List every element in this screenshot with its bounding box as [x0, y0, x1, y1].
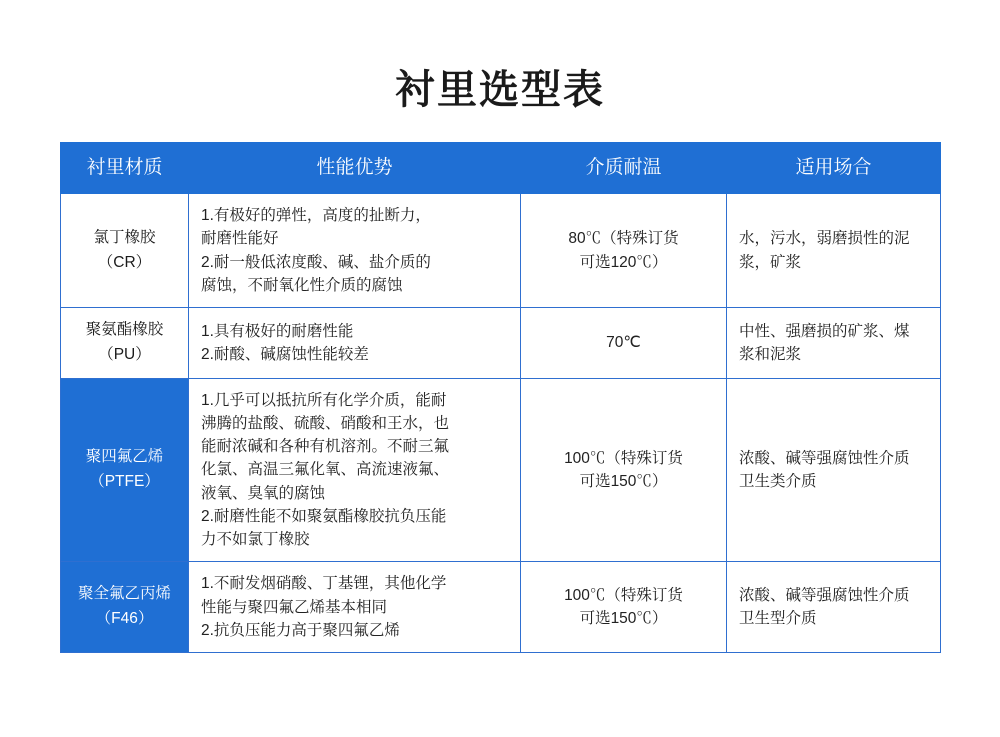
performance-line: 1.不耐发烟硝酸、丁基锂，其他化学 [201, 575, 447, 593]
cell-usage [727, 194, 941, 308]
usage-line: 水，污水，弱磨损性的泥 [739, 230, 910, 248]
usage-line: 浆，矿浆 [739, 253, 802, 271]
material-name: 聚四氟乙烯 [85, 448, 164, 466]
performance-line: 性能与聚四氟乙烯基本相同 [201, 598, 388, 616]
performance-line: 能耐浓碱和各种有机溶剂。不耐三氟 [201, 438, 450, 456]
table-body [61, 194, 941, 653]
material-name: 聚全氟乙丙烯 [77, 585, 171, 603]
performance-line: 沸腾的盐酸、硫酸、硝酸和王水，也 [201, 414, 450, 432]
cell-temperature [521, 562, 727, 653]
column-header-performance: 性能优势 [189, 143, 521, 194]
performance-line: 2.抗负压能力高于聚四氟乙烯 [201, 621, 400, 639]
usage-line: 中性、强磨损的矿浆、煤 [739, 322, 910, 340]
temperature-line: 100℃（特殊订货 [564, 586, 683, 604]
column-header-temperature: 介质耐温 [521, 143, 727, 194]
performance-line: 2.耐一般低浓度酸、碱、盐介质的 [201, 253, 431, 271]
performance-line: 化氯、高温三氟化氧、高流速液氟、 [201, 461, 450, 479]
cell-material [61, 308, 189, 379]
performance-line: 耐磨性能好 [201, 230, 279, 248]
material-code: （CR） [97, 253, 152, 271]
cell-temperature [521, 308, 727, 379]
cell-material [61, 194, 189, 308]
cell-usage [727, 562, 941, 653]
temperature-line: 70℃ [606, 334, 641, 352]
material-code: （PTFE） [89, 472, 160, 490]
performance-line: 2.耐酸、碱腐蚀性能较差 [201, 345, 369, 363]
cell-usage [727, 308, 941, 379]
page-title: 衬里选型表 [395, 68, 605, 112]
column-header-material: 衬里材质 [61, 143, 189, 194]
cell-performance [189, 562, 521, 653]
cell-performance [189, 194, 521, 308]
cell-performance [189, 308, 521, 379]
usage-line: 浆和泥浆 [739, 345, 802, 363]
temperature-line: 可选150℃） [579, 610, 668, 628]
cell-material [61, 378, 189, 562]
material-name: 氯丁橡胶 [93, 228, 156, 246]
usage-line: 卫生类介质 [739, 472, 817, 490]
temperature-line: 100℃（特殊订货 [564, 449, 683, 467]
usage-line: 卫生型介质 [739, 610, 817, 628]
temperature-line: 可选120℃） [579, 253, 668, 271]
material-name: 聚氨酯橡胶 [85, 321, 164, 338]
performance-line: 1.有极好的弹性，高度的扯断力， [201, 207, 431, 224]
lining-selection-table [60, 142, 941, 653]
cell-material [61, 562, 189, 653]
table-header [61, 143, 941, 194]
temperature-line: 80℃（特殊订货 [568, 230, 679, 248]
column-header-usage: 适用场合 [727, 143, 941, 194]
usage-line: 浓酸、碱等强腐蚀性介质 [739, 586, 910, 604]
performance-line: 1.具有极好的耐磨性能 [201, 322, 354, 340]
material-code: （F46） [95, 610, 154, 628]
table-row [61, 308, 941, 379]
performance-line: 2.耐磨性能不如聚氨酯橡胶抗负压能 [201, 507, 447, 525]
table-row [61, 194, 941, 308]
table-row [61, 378, 941, 562]
performance-line: 液氧、臭氧的腐蚀 [201, 484, 326, 502]
performance-line: 腐蚀，不耐氧化性介质的腐蚀 [201, 276, 403, 294]
performance-line: 1.几乎可以抵抗所有化学介质，能耐 [201, 391, 447, 409]
cell-performance [189, 378, 521, 562]
cell-temperature [521, 194, 727, 308]
table-header-row [61, 143, 941, 194]
table-row [61, 562, 941, 653]
material-code: （PU） [98, 345, 151, 363]
cell-temperature [521, 378, 727, 562]
temperature-line: 可选150℃） [579, 472, 668, 490]
lining-selection-table-wrapper [60, 142, 940, 653]
performance-line: 力不如氯丁橡胶 [201, 531, 310, 549]
cell-usage [727, 378, 941, 562]
usage-line: 浓酸、碱等强腐蚀性介质 [739, 449, 910, 467]
